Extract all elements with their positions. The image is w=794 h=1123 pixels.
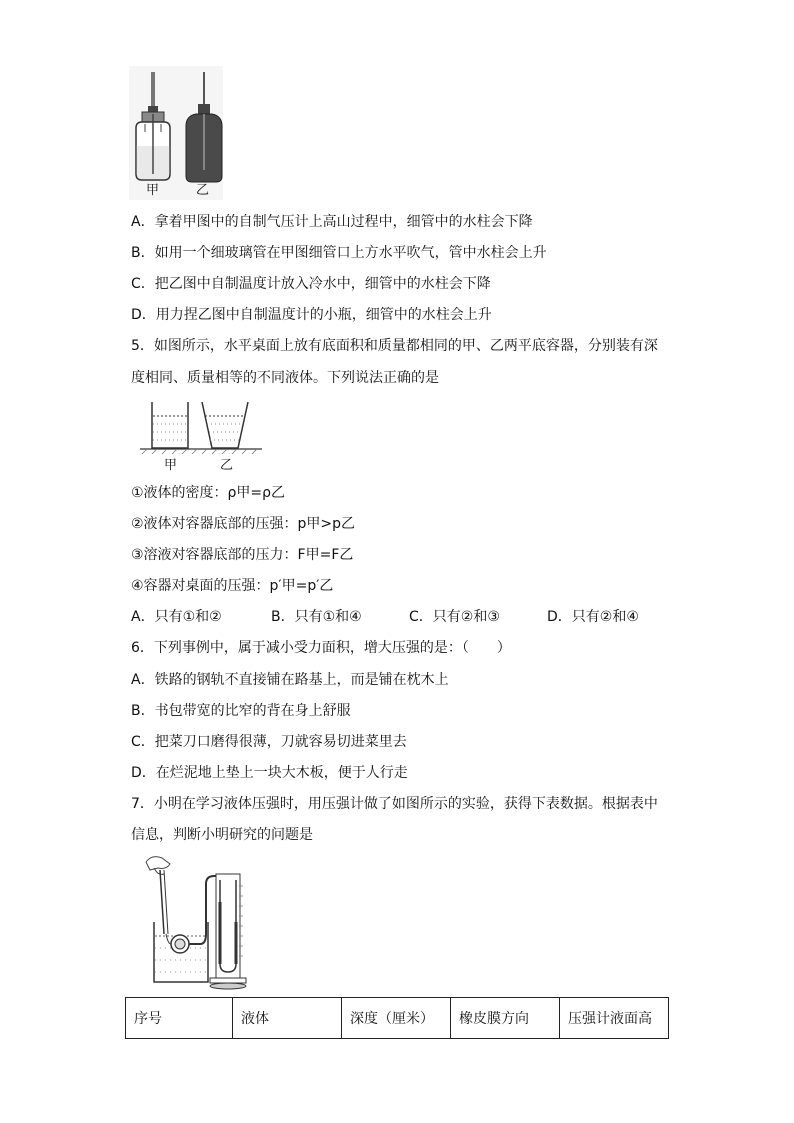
q5-statement-3: ③溶液对容器底部的压力：F甲=F乙	[131, 547, 354, 563]
q5-option-d[interactable]: D．只有②和④	[547, 609, 639, 625]
q7-stem-line2: 信息，判断小明研究的问题是	[131, 827, 313, 843]
q5-option-b[interactable]: B．只有①和④	[271, 609, 362, 625]
fig-label-jia: 甲	[146, 183, 160, 198]
data-table	[125, 997, 669, 1039]
pressure-gauge-figure	[140, 852, 248, 992]
q4-option-b[interactable]: B．如用一个细玻璃管在甲图细管口上方水平吹气，管中水柱会上升	[131, 245, 547, 261]
q6-option-d[interactable]: D．在烂泥地上垫上一块大木板，便于人行走	[131, 765, 408, 781]
q7-stem-line1: 7．小明在学习液体压强时，用压强计做了如图所示的实验，获得下表数据。根据表中	[131, 796, 658, 812]
table-header-cell: 压强计液面高	[560, 998, 669, 1039]
table-header-cell: 液体	[233, 998, 342, 1039]
q6-option-a[interactable]: A．铁路的钢轨不直接铺在路基上，而是铺在枕木上	[131, 672, 449, 688]
container-jia	[152, 402, 188, 448]
q5-stem-line2: 度相同、质量相等的不同液体。下列说法正确的是	[131, 370, 439, 386]
table-header-row	[126, 998, 669, 1039]
q6-option-b[interactable]: B．书包带宽的比窄的背在身上舒服	[131, 703, 351, 719]
container-yi	[202, 402, 248, 448]
fig-label-yi: 乙	[220, 458, 234, 473]
fig-label-jia: 甲	[164, 458, 178, 473]
q4-option-a[interactable]: A．拿着甲图中的自制气压计上高山过程中，细管中的水柱会下降	[131, 214, 533, 230]
q5-option-c[interactable]: C．只有②和③	[409, 609, 500, 625]
u-tube-manometer	[210, 874, 246, 989]
table-header-cell: 橡皮膜方向	[451, 998, 560, 1039]
q5-stem-line1: 5．如图所示，水平桌面上放有底面积和质量都相同的甲、乙两平底容器，分别装有深	[131, 338, 658, 354]
q6-option-c[interactable]: C．把菜刀口磨得很薄，刀就容易切进菜里去	[131, 734, 407, 750]
table-header-cell: 深度（厘米）	[342, 998, 451, 1039]
q5-option-a[interactable]: A．只有①和②	[131, 609, 222, 625]
q4-option-c[interactable]: C．把乙图中自制温度计放入冷水中，细管中的水柱会下降	[131, 276, 491, 292]
table-header-cell: 序号	[126, 998, 233, 1039]
containers-figure	[140, 398, 262, 474]
q5-statement-4: ④容器对桌面的压强：p′甲=p′乙	[131, 578, 334, 594]
q5-statement-2: ②液体对容器底部的压强：p甲>p乙	[131, 516, 356, 532]
fig-label-yi: 乙	[196, 183, 210, 198]
bottles-figure	[126, 66, 226, 200]
q6-stem: 6．下列事例中，属于减小受力面积，增大压强的是：（ ）	[131, 640, 511, 656]
q4-option-d[interactable]: D．用力捏乙图中自制温度计的小瓶，细管中的水柱会上升	[131, 307, 492, 323]
q5-statement-1: ①液体的密度：ρ甲=ρ乙	[131, 485, 286, 501]
